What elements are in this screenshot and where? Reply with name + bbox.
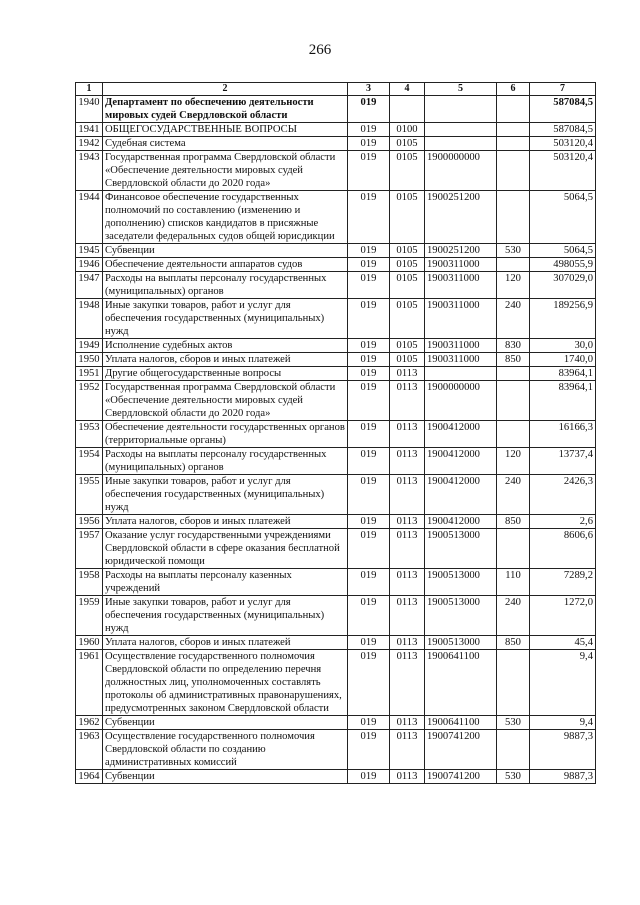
column-header: 1: [76, 83, 103, 96]
row-chapter-code: 019: [348, 636, 390, 650]
row-expense-type: [497, 367, 530, 381]
row-section-code: 0105: [390, 137, 425, 151]
row-target-code: 1900641100: [425, 716, 497, 730]
row-expense-type: [497, 258, 530, 272]
row-expense-type: [497, 730, 530, 770]
table-row: [76, 123, 596, 137]
row-number: 1953: [76, 421, 103, 448]
row-section-code: 0113: [390, 596, 425, 636]
row-chapter-code: 019: [348, 381, 390, 421]
row-section-code: 0113: [390, 716, 425, 730]
row-description: Субвенции: [103, 770, 348, 784]
row-section-code: 0113: [390, 421, 425, 448]
row-section-code: 0113: [390, 770, 425, 784]
row-section-code: 0105: [390, 191, 425, 244]
row-description: Оказание услуг государственными учреждениями Свердловской области в сфере оказания бесплатной юридической помощи: [103, 529, 348, 569]
row-number: 1959: [76, 596, 103, 636]
table-row: [76, 730, 596, 770]
row-target-code: 1900412000: [425, 475, 497, 515]
table-row: [76, 650, 596, 716]
row-chapter-code: 019: [348, 96, 390, 123]
row-expense-type: [497, 96, 530, 123]
row-expense-type: [497, 123, 530, 137]
row-target-code: 1900412000: [425, 421, 497, 448]
page-number: 266: [308, 42, 332, 58]
table-row: [76, 367, 596, 381]
row-description: Департамент по обеспечению деятельности мировых судей Свердловской области: [103, 96, 348, 123]
row-expense-type: 240: [497, 596, 530, 636]
table-row: [76, 448, 596, 475]
row-amount: 5064,5: [530, 191, 596, 244]
row-number: 1961: [76, 650, 103, 716]
row-section-code: 0100: [390, 123, 425, 137]
row-expense-type: 120: [497, 448, 530, 475]
row-description: Уплата налогов, сборов и иных платежей: [103, 636, 348, 650]
row-target-code: 1900641100: [425, 650, 497, 716]
table-row: [76, 515, 596, 529]
row-expense-type: 240: [497, 475, 530, 515]
budget-table: [75, 82, 596, 784]
row-target-code: 1900311000: [425, 353, 497, 367]
row-number: 1955: [76, 475, 103, 515]
row-chapter-code: 019: [348, 448, 390, 475]
row-expense-type: [497, 151, 530, 191]
row-description: Расходы на выплаты персоналу государственных (муниципальных) органов: [103, 448, 348, 475]
row-target-code: 1900741200: [425, 730, 497, 770]
row-expense-type: [497, 381, 530, 421]
table-row: [76, 299, 596, 339]
row-description: Расходы на выплаты персоналу государственных (муниципальных) органов: [103, 272, 348, 299]
table-row: [76, 191, 596, 244]
row-chapter-code: 019: [348, 151, 390, 191]
row-chapter-code: 019: [348, 596, 390, 636]
row-section-code: 0113: [390, 367, 425, 381]
row-section-code: 0113: [390, 636, 425, 650]
row-number: 1941: [76, 123, 103, 137]
table-row: [76, 421, 596, 448]
row-section-code: [390, 96, 425, 123]
row-section-code: 0113: [390, 475, 425, 515]
table-row: [76, 244, 596, 258]
row-chapter-code: 019: [348, 272, 390, 299]
row-description: Судебная система: [103, 137, 348, 151]
table-row: [76, 569, 596, 596]
row-expense-type: [497, 421, 530, 448]
row-description: Субвенции: [103, 716, 348, 730]
row-number: 1940: [76, 96, 103, 123]
table-header-row: [76, 83, 596, 96]
row-amount: 1740,0: [530, 353, 596, 367]
column-header: 6: [497, 83, 530, 96]
row-chapter-code: 019: [348, 367, 390, 381]
row-description: Иные закупки товаров, работ и услуг для обеспечения государственных (муниципальных) нужд: [103, 299, 348, 339]
row-number: 1958: [76, 569, 103, 596]
table-row: [76, 339, 596, 353]
row-chapter-code: 019: [348, 339, 390, 353]
row-target-code: [425, 96, 497, 123]
row-description: Уплата налогов, сборов и иных платежей: [103, 515, 348, 529]
row-amount: 9887,3: [530, 770, 596, 784]
row-section-code: 0113: [390, 650, 425, 716]
row-target-code: 1900311000: [425, 299, 497, 339]
row-amount: 9887,3: [530, 730, 596, 770]
row-amount: 7289,2: [530, 569, 596, 596]
table-row: [76, 475, 596, 515]
row-amount: 498055,9: [530, 258, 596, 272]
row-section-code: 0105: [390, 258, 425, 272]
row-expense-type: [497, 137, 530, 151]
row-chapter-code: 019: [348, 569, 390, 596]
row-expense-type: 850: [497, 515, 530, 529]
column-header: 2: [103, 83, 348, 96]
row-target-code: 1900311000: [425, 258, 497, 272]
row-expense-type: 110: [497, 569, 530, 596]
row-amount: 189256,9: [530, 299, 596, 339]
row-target-code: 1900311000: [425, 272, 497, 299]
row-description: Обеспечение деятельности аппаратов судов: [103, 258, 348, 272]
row-number: 1951: [76, 367, 103, 381]
row-section-code: 0113: [390, 730, 425, 770]
row-expense-type: 120: [497, 272, 530, 299]
row-section-code: 0105: [390, 353, 425, 367]
row-description: Расходы на выплаты персоналу казенных учреждений: [103, 569, 348, 596]
table-row: [76, 529, 596, 569]
row-chapter-code: 019: [348, 529, 390, 569]
row-chapter-code: 019: [348, 515, 390, 529]
row-description: Иные закупки товаров, работ и услуг для обеспечения государственных (муниципальных) нужд: [103, 596, 348, 636]
row-number: 1944: [76, 191, 103, 244]
table-row: [76, 151, 596, 191]
row-description: Государственная программа Свердловской области «Обеспечение деятельности мировых судей Свердловской области до 2020 года»: [103, 381, 348, 421]
row-section-code: 0113: [390, 569, 425, 596]
row-expense-type: 530: [497, 716, 530, 730]
row-expense-type: 530: [497, 244, 530, 258]
row-number: 1948: [76, 299, 103, 339]
row-section-code: 0105: [390, 299, 425, 339]
row-description: Финансовое обеспечение государственных полномочий по составлению (изменению и дополнению) списков кандидатов в присяжные заседатели федеральных судов общей юрисдикции: [103, 191, 348, 244]
row-number: 1952: [76, 381, 103, 421]
row-number: 1960: [76, 636, 103, 650]
row-description: Другие общегосударственные вопросы: [103, 367, 348, 381]
row-target-code: 1900251200: [425, 244, 497, 258]
row-section-code: 0113: [390, 381, 425, 421]
row-number: 1943: [76, 151, 103, 191]
table-row: [76, 636, 596, 650]
row-number: 1964: [76, 770, 103, 784]
row-expense-type: 850: [497, 636, 530, 650]
table-body: [76, 96, 596, 784]
row-expense-type: [497, 529, 530, 569]
row-amount: 503120,4: [530, 151, 596, 191]
row-target-code: 1900000000: [425, 381, 497, 421]
row-chapter-code: 019: [348, 650, 390, 716]
row-chapter-code: 019: [348, 299, 390, 339]
row-target-code: 1900513000: [425, 596, 497, 636]
row-amount: 9,4: [530, 650, 596, 716]
row-target-code: [425, 123, 497, 137]
row-target-code: 1900513000: [425, 529, 497, 569]
table-row: [76, 96, 596, 123]
row-number: 1962: [76, 716, 103, 730]
row-description: Уплата налогов, сборов и иных платежей: [103, 353, 348, 367]
row-target-code: 1900513000: [425, 636, 497, 650]
row-amount: 5064,5: [530, 244, 596, 258]
table-row: [76, 596, 596, 636]
row-expense-type: [497, 650, 530, 716]
row-number: 1949: [76, 339, 103, 353]
row-number: 1957: [76, 529, 103, 569]
row-expense-type: [497, 191, 530, 244]
row-chapter-code: 019: [348, 353, 390, 367]
row-target-code: 1900412000: [425, 448, 497, 475]
table-row: [76, 137, 596, 151]
row-chapter-code: 019: [348, 421, 390, 448]
row-section-code: 0105: [390, 339, 425, 353]
row-expense-type: 530: [497, 770, 530, 784]
row-section-code: 0113: [390, 448, 425, 475]
row-amount: 587084,5: [530, 123, 596, 137]
row-target-code: [425, 137, 497, 151]
column-header: 3: [348, 83, 390, 96]
row-amount: 307029,0: [530, 272, 596, 299]
row-chapter-code: 019: [348, 716, 390, 730]
row-section-code: 0105: [390, 272, 425, 299]
row-number: 1963: [76, 730, 103, 770]
table-row: [76, 258, 596, 272]
row-amount: 83964,1: [530, 381, 596, 421]
row-expense-type: 850: [497, 353, 530, 367]
row-number: 1956: [76, 515, 103, 529]
row-chapter-code: 019: [348, 137, 390, 151]
row-number: 1946: [76, 258, 103, 272]
row-amount: 2426,3: [530, 475, 596, 515]
row-amount: 8606,6: [530, 529, 596, 569]
row-description: ОБЩЕГОСУДАРСТВЕННЫЕ ВОПРОСЫ: [103, 123, 348, 137]
row-amount: 45,4: [530, 636, 596, 650]
row-chapter-code: 019: [348, 191, 390, 244]
row-expense-type: 240: [497, 299, 530, 339]
row-section-code: 0113: [390, 529, 425, 569]
row-amount: 587084,5: [530, 96, 596, 123]
row-description: Исполнение судебных актов: [103, 339, 348, 353]
table-row: [76, 770, 596, 784]
row-target-code: 1900000000: [425, 151, 497, 191]
row-description: Государственная программа Свердловской области «Обеспечение деятельности мировых судей Свердловской области до 2020 года»: [103, 151, 348, 191]
row-description: Субвенции: [103, 244, 348, 258]
row-target-code: 1900513000: [425, 569, 497, 596]
row-number: 1945: [76, 244, 103, 258]
row-target-code: 1900412000: [425, 515, 497, 529]
table-row: [76, 353, 596, 367]
row-target-code: 1900251200: [425, 191, 497, 244]
row-target-code: [425, 367, 497, 381]
row-amount: 30,0: [530, 339, 596, 353]
row-chapter-code: 019: [348, 123, 390, 137]
column-header: 7: [530, 83, 596, 96]
row-number: 1942: [76, 137, 103, 151]
row-number: 1950: [76, 353, 103, 367]
row-description: Обеспечение деятельности государственных органов (территориальные органы): [103, 421, 348, 448]
row-target-code: 1900741200: [425, 770, 497, 784]
row-amount: 1272,0: [530, 596, 596, 636]
row-chapter-code: 019: [348, 475, 390, 515]
row-amount: 9,4: [530, 716, 596, 730]
row-chapter-code: 019: [348, 244, 390, 258]
row-description: Осуществление государственного полномочия Свердловской области по созданию административных комиссий: [103, 730, 348, 770]
row-expense-type: 830: [497, 339, 530, 353]
row-description: Осуществление государственного полномочия Свердловской области по определению перечня должностных лиц, уполномоченных составлять протоколы об административных правонарушениях, предусмотренных законом Свердловской области: [103, 650, 348, 716]
row-chapter-code: 019: [348, 258, 390, 272]
row-amount: 16166,3: [530, 421, 596, 448]
table-row: [76, 272, 596, 299]
row-amount: 83964,1: [530, 367, 596, 381]
row-section-code: 0105: [390, 244, 425, 258]
row-number: 1954: [76, 448, 103, 475]
column-header: 5: [425, 83, 497, 96]
row-section-code: 0113: [390, 515, 425, 529]
row-number: 1947: [76, 272, 103, 299]
row-target-code: 1900311000: [425, 339, 497, 353]
row-amount: 13737,4: [530, 448, 596, 475]
row-section-code: 0105: [390, 151, 425, 191]
column-header: 4: [390, 83, 425, 96]
table-row: [76, 381, 596, 421]
row-amount: 2,6: [530, 515, 596, 529]
row-description: Иные закупки товаров, работ и услуг для обеспечения государственных (муниципальных) нужд: [103, 475, 348, 515]
table-row: [76, 716, 596, 730]
row-amount: 503120,4: [530, 137, 596, 151]
row-chapter-code: 019: [348, 770, 390, 784]
row-chapter-code: 019: [348, 730, 390, 770]
